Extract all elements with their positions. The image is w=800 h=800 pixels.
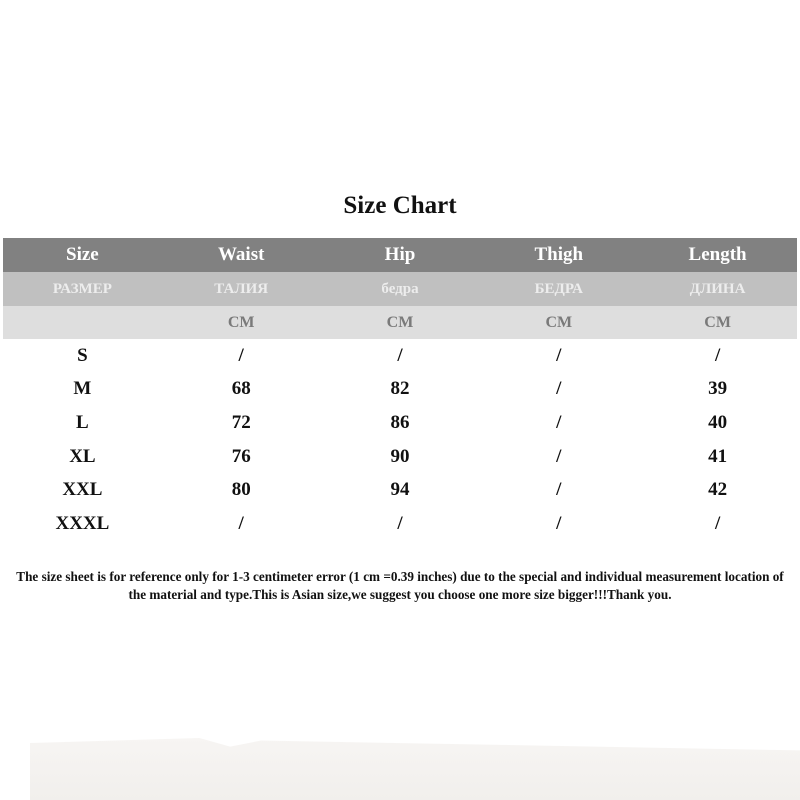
cell-waist: 80 <box>231 479 251 501</box>
header-size-ru: РАЗМЕР <box>3 272 162 306</box>
cell-size: L <box>76 411 89 433</box>
cell-thigh: / <box>556 344 562 366</box>
unit-size <box>3 306 162 339</box>
header-row-english <box>3 238 797 272</box>
cell-thigh: / <box>556 411 562 433</box>
header-thigh: Thigh <box>479 238 638 272</box>
cell-size: M <box>73 378 92 400</box>
cell-hip: / <box>397 344 403 366</box>
size-table <box>3 238 797 541</box>
cell-length: 42 <box>708 479 728 501</box>
cell-hip: / <box>397 512 403 534</box>
cell-size: XXL <box>62 479 103 501</box>
table-row <box>3 473 797 507</box>
cell-size: XXXL <box>55 512 110 534</box>
header-hip-ru: бедра <box>321 272 480 306</box>
header-row-russian <box>3 272 797 306</box>
header-thigh-ru: БЕДРА <box>479 272 638 306</box>
header-hip: Hip <box>321 238 480 272</box>
header-waist-ru: ТАЛИЯ <box>162 272 321 306</box>
cell-thigh: / <box>556 378 562 400</box>
cell-length: 39 <box>708 378 728 400</box>
cell-thigh: / <box>556 445 562 467</box>
cell-waist: 68 <box>231 378 251 400</box>
cell-waist: 72 <box>231 411 251 433</box>
size-disclaimer-note: The size sheet is for reference only for 1-3 centimeter error (1 cm =0.39 inches) due to the special and individual measurement location of the material and type.This is Asian size,we suggest you choose one more size bigger!!!Thank you. <box>16 569 784 602</box>
cell-thigh: / <box>556 512 562 534</box>
unit-hip: CM <box>321 306 480 339</box>
cell-hip: 82 <box>390 378 410 400</box>
cell-length: 41 <box>708 445 728 467</box>
cell-waist: 76 <box>231 445 251 467</box>
cell-waist: / <box>238 512 244 534</box>
cell-waist: / <box>238 344 244 366</box>
header-waist: Waist <box>162 238 321 272</box>
table-row <box>3 440 797 474</box>
unit-thigh: CM <box>479 306 638 339</box>
cell-length: 40 <box>708 411 728 433</box>
unit-row <box>3 306 797 339</box>
cell-hip: 94 <box>390 479 410 501</box>
cell-hip: 86 <box>390 411 410 433</box>
cell-size: XL <box>69 445 96 467</box>
header-length: Length <box>638 238 797 272</box>
table-row <box>3 339 797 373</box>
cell-thigh: / <box>556 479 562 501</box>
header-size: Size <box>3 238 162 272</box>
table-row <box>3 373 797 407</box>
unit-length: CM <box>638 306 797 339</box>
unit-waist: CM <box>162 306 321 339</box>
background-fabric-shape <box>30 738 800 800</box>
cell-length: / <box>714 344 721 366</box>
table-row <box>3 507 797 541</box>
cell-size: S <box>77 344 88 366</box>
chart-title: Size Chart <box>343 192 457 219</box>
header-length-ru: ДЛИНА <box>638 272 797 306</box>
table-row <box>3 406 797 440</box>
cell-hip: 90 <box>390 445 410 467</box>
cell-length: / <box>714 512 721 534</box>
